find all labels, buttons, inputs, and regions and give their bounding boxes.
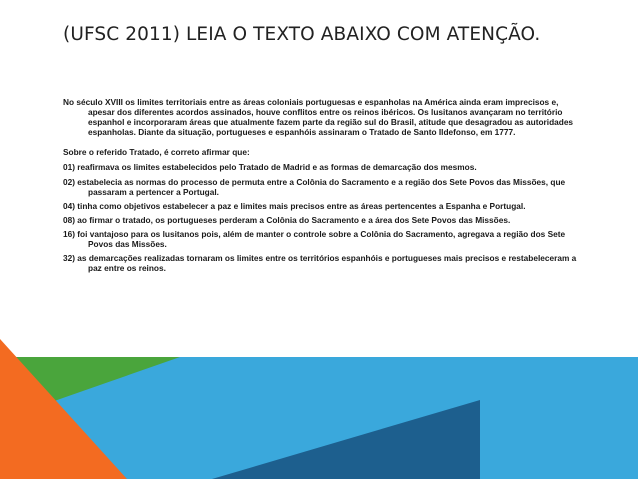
question-text: Sobre o referido Tratado, é correto afirmar que: [63,147,250,158]
slide-title: (UFSC 2011) LEIA O TEXTO ABAIXO COM ATENÇÃO. [63,24,541,45]
option-04: 04) tinha como objetivos estabelecer a paz e limites mais precisos entre as áreas pertencentes a Espanha e Portugal. [63,200,526,211]
passage-text: No século XVIII os limites territoriais entre as áreas coloniais portuguesas e espanholas na América ainda eram imprecisos e, apesar dos diferentes acordos assinados, houve conflitos entre os reinos ibéricos. Os lusitanos avançaram no território espanhol e incorporaram áreas que atualmente fazem parte da região sul do Brasil, atitude que desagradou as autoridades espanholas. Diante da situação, portugueses e espanhóis assinaram o Tratado de Santo Ildefonso, em 1777. [63,97,574,138]
option-32: 32) as demarcações realizadas tornaram os limites entre os territórios espanhóis e portugueses mais precisos e restabeleceram a paz entre os reinos. [63,253,577,274]
option-08: 08) ao firmar o tratado, os portugueses perderam a Colônia do Sacramento e a área dos Sete Povos das Missões. [63,214,511,225]
option-02: 02) estabelecia as normas do processo de permuta entre a Colônia do Sacramento e a região dos Sete Povos das Missões, que passaram a pertencer a Portugal. [63,176,566,197]
option-01: 01) reafirmava os limites estabelecidos pelo Tratado de Madrid e as formas de demarcação dos mesmos. [63,162,477,173]
option-16: 16) foi vantajoso para os lusitanos pois, além de manter o controle sobre a Colônia do Sacramento, agregava a região dos Sete Povos das Missões. [63,228,566,250]
